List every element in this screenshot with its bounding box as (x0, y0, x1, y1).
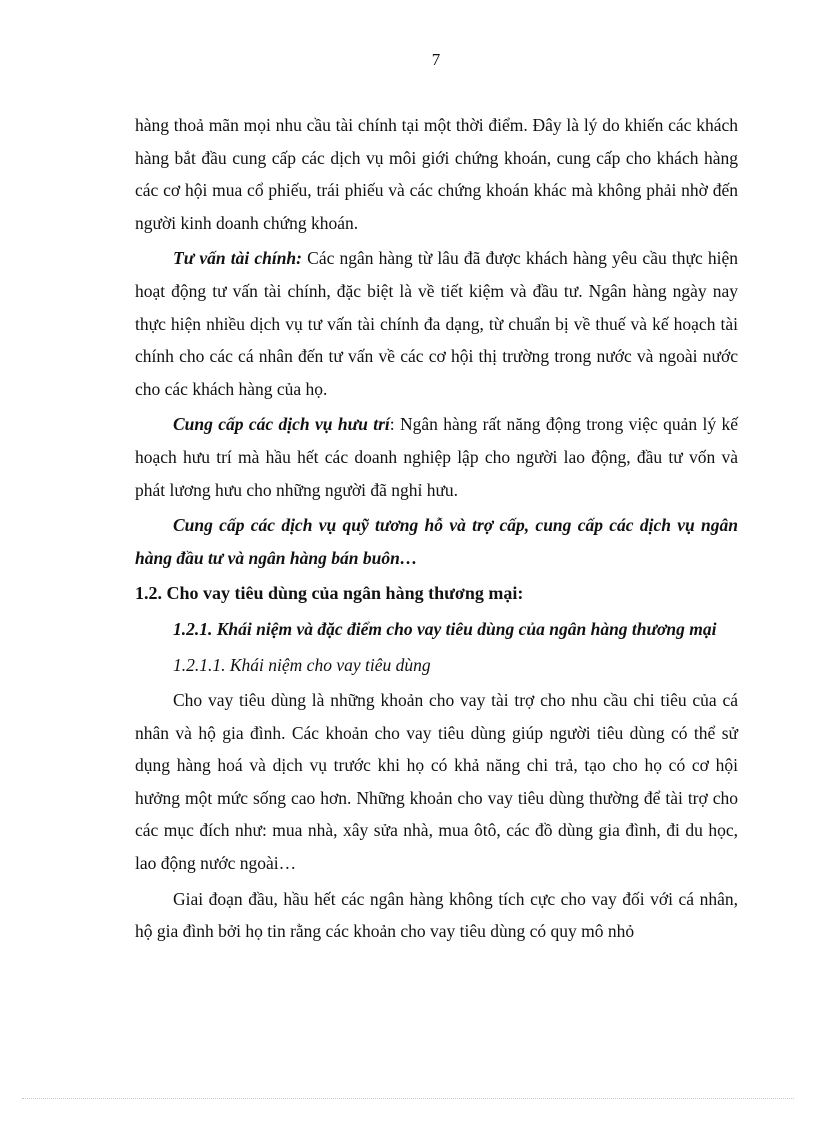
heading-1-2-1: 1.2.1. Khái niệm và đặc điểm cho vay tiêu dùng của ngân hàng thương mại (173, 618, 717, 639)
paragraph-brokerage: hàng thoả mãn mọi nhu cầu tài chính tại một thời điểm. Đây là lý do khiến các khách hàng bắt đầu cung cấp các dịch vụ môi giới chứng khoán, cung cấp cho khách hàng các cơ hội mua cổ phiếu, trái phiếu và các chứng khoán khác mà không phải nhờ đến người kinh doanh chứng khoán. (135, 115, 738, 233)
page-body (135, 109, 738, 948)
paragraph-body-financial-advice: Các ngân hàng từ lâu đã được khách hàng yêu cầu thực hiện hoạt động tư vấn tài chính, đặc biệt là về tiết kiệm và đầu tư. Ngân hàng ngày nay thực hiện nhiều dịch vụ tư vấn tài chính đa dạng, từ chuẩn bị về thuế và kế hoạch tài chính cho các cá nhân đến tư vấn về các cơ hội thị trường trong nước và ngoài nước cho các khách hàng của họ. (135, 248, 738, 399)
page-number: 7 (431, 50, 441, 69)
paragraph-lead-financial-advice: Tư vấn tài chính: (173, 248, 302, 269)
paragraph-early-stage: Giai đoạn đầu, hầu hết các ngân hàng không tích cực cho vay đối với cá nhân, hộ gia đình bởi họ tin rằng các khoản cho vay tiêu dùng có quy mô nhỏ (135, 888, 738, 942)
paragraph-consumer-loan-definition: Cho vay tiêu dùng là những khoản cho vay tài trợ cho nhu cầu chi tiêu của cá nhân và hộ gia đình. Các khoản cho vay tiêu dùng giúp người tiêu dùng có thể sử dụng hàng hoá và dịch vụ trước khi họ có khả năng chi trả, tạo cho họ có cơ hội hưởng một mức sống cao hơn. Những khoản cho vay tiêu dùng thường để tài trợ cho các mục đích như: mua nhà, xây sửa nhà, mua ôtô, các đồ dùng gia đình, đi du học, lao động nước ngoài… (135, 690, 738, 874)
paragraph-body-pension: : Ngân hàng rất năng động trong việc quản lý kế hoạch hưu trí mà hầu hết các doanh nghiệp lập cho người lao động, đầu tư vốn và phát lương hưu cho những người đã nghỉ hưu. (135, 414, 738, 500)
paragraph-mutual-funds: Cung cấp các dịch vụ quỹ tương hỗ và trợ cấp, cung cấp các dịch vụ ngân hàng đầu tư và ngân hàng bán buôn… (135, 515, 738, 568)
paragraph-lead-pension: Cung cấp các dịch vụ hưu trí (173, 414, 390, 435)
paragraph-pension (135, 408, 738, 506)
paragraph-financial-advice (135, 242, 738, 405)
heading-1-2-1-1: 1.2.1.1. Khái niệm cho vay tiêu dùng (173, 654, 431, 675)
page-bottom-divider (22, 1098, 794, 1099)
heading-1-2: 1.2. Cho vay tiêu dùng của ngân hàng thương mại: (135, 583, 524, 604)
